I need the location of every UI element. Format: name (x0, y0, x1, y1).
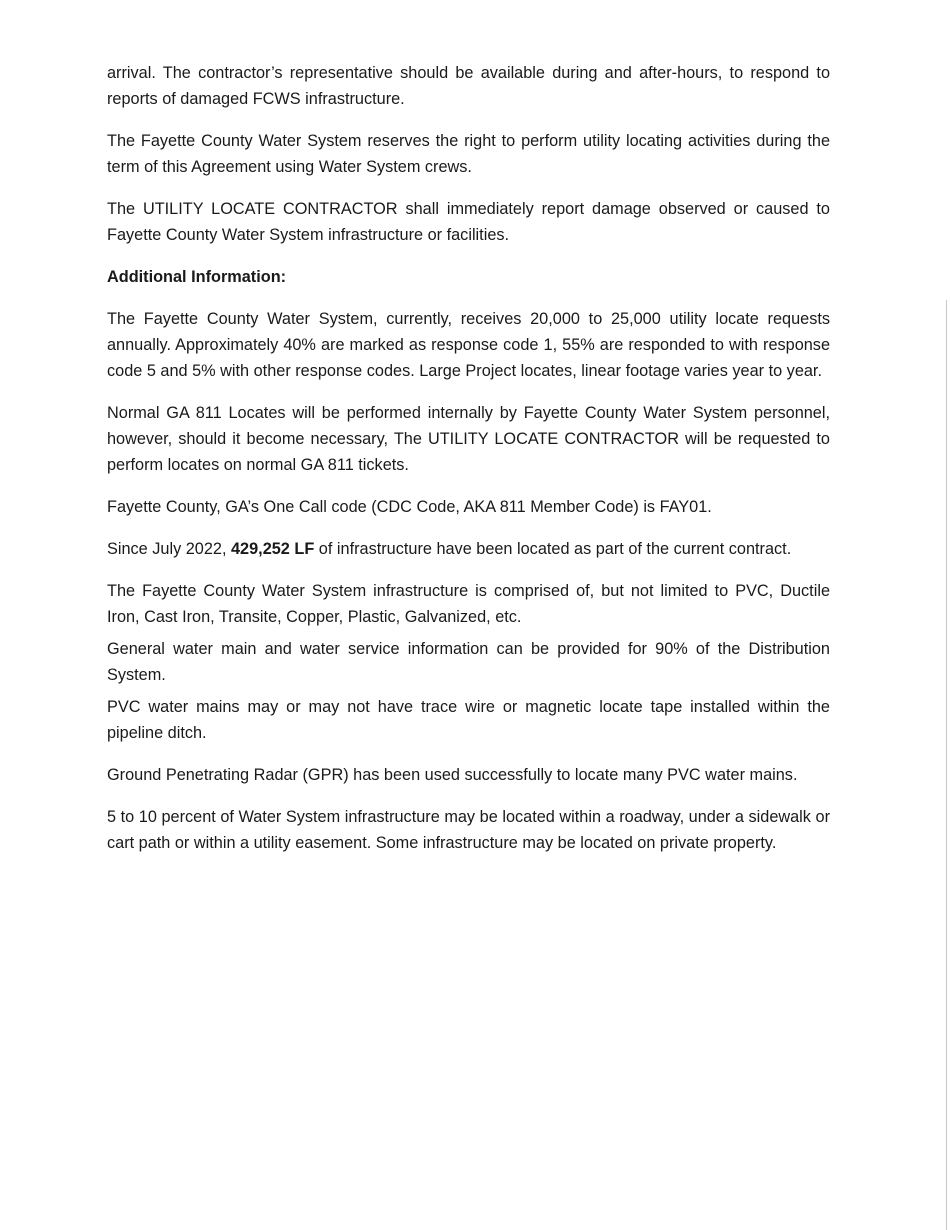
section-heading-additional-information: Additional Information: (107, 268, 287, 286)
paragraph-gpr: Ground Penetrating Radar (GPR) has been used successfully to locate many PVC water mains. (107, 766, 798, 784)
document-body (107, 60, 830, 856)
paragraph-infrastructure-location: 5 to 10 percent of Water System infrastructure may be located within a roadway, under a sidewalk or cart path or within a utility easement. Some infrastructure may be located on private property. (107, 808, 830, 852)
paragraph-distribution-info: General water main and water service information can be provided for 90% of the Distribution System. (107, 640, 830, 684)
paragraph-contractor-availability: arrival. The contractor’s representative should be available during and after-hours, to respond to reports of damaged FCWS infrastructure. (107, 64, 830, 108)
paragraph-one-call-code: Fayette County, GA’s One Call code (CDC Code, AKA 811 Member Code) is FAY01. (107, 498, 712, 516)
paragraph-trace-wire: PVC water mains may or may not have trace wire or magnetic locate tape installed within the pipeline ditch. (107, 698, 830, 742)
paragraph-reserve-right: The Fayette County Water System reserves the right to perform utility locating activities during the term of this Agreement using Water System crews. (107, 132, 830, 176)
footage-value: 429,252 LF (231, 540, 315, 558)
paragraph-damage-report: The UTILITY LOCATE CONTRACTOR shall immediately report damage observed or caused to Fayette County Water System infrastructure or facilities. (107, 200, 830, 244)
paragraph-locate-requests: The Fayette County Water System, currently, receives 20,000 to 25,000 utility locate requests annually. Approximately 40% are marked as response code 1, 55% are responded to with response code 5 and 5% with other response codes. Large Project locates, linear footage varies year to year. (107, 310, 830, 380)
footage-text-after: of infrastructure have been located as part of the current contract. (314, 540, 792, 558)
footage-text-before: Since July 2022, (107, 540, 231, 558)
paragraph-normal-locates: Normal GA 811 Locates will be performed internally by Fayette County Water System personnel, however, should it become necessary, The UTILITY LOCATE CONTRACTOR will be requested to perform locates on normal GA 811 tickets. (107, 404, 830, 474)
paragraph-located-footage (107, 536, 830, 562)
paragraph-infrastructure-materials: The Fayette County Water System infrastructure is comprised of, but not limited to PVC, Ductile Iron, Cast Iron, Transite, Copper, Plastic, Galvanized, etc. (107, 582, 830, 626)
scan-edge-line (946, 300, 947, 1230)
